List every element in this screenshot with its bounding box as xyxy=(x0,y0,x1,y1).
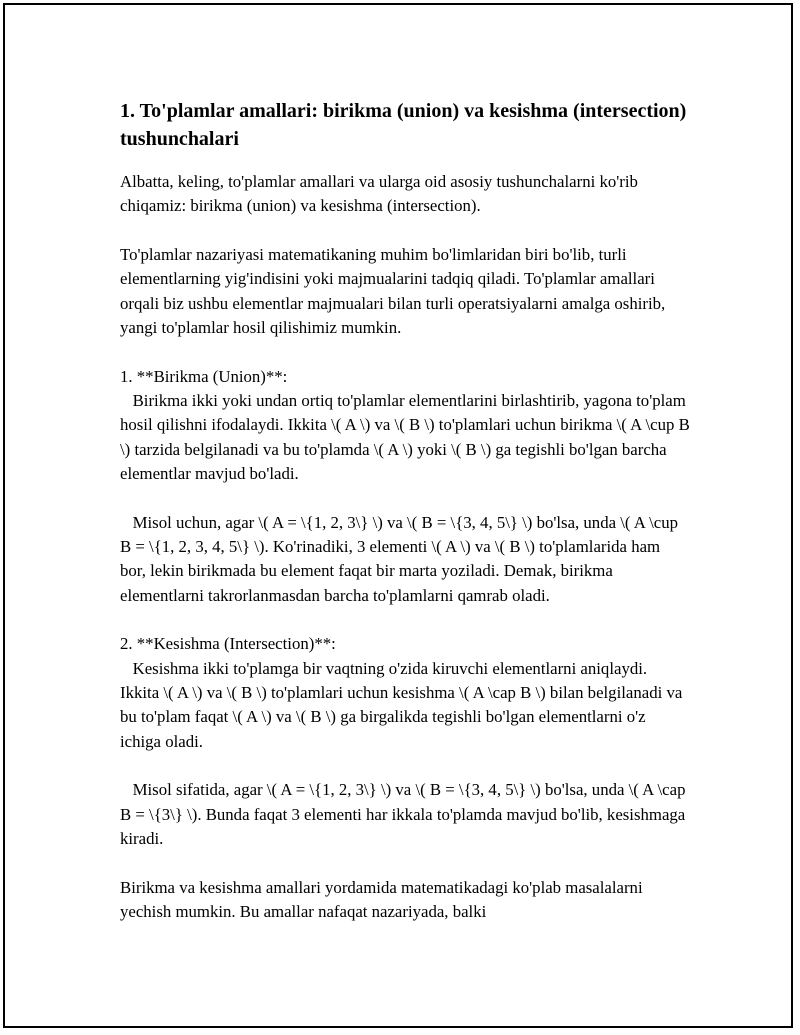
document-page xyxy=(3,3,793,1028)
document-title: 1. To'plamlar amallari: birikma (union) va kesishma (intersection) tushunchalari xyxy=(120,100,687,150)
intersection-definition-paragraph: 2. **Kesishma (Intersection)**: Kesishma ikki to'plamga bir vaqtning o'zida kiruvchi elementlarni aniqlaydi. Ikkita \( A \) va \( B \) to'plamlari uchun kesishma \( A \cap B \) bilan belgilanadi va bu to'plam faqat \( A \) va \( B \) ga birgalikda tegishli bo'lgan elementlarni o'z ichiga oladi. xyxy=(120,634,683,751)
union-example-paragraph: Misol uchun, agar \( A = \{1, 2, 3\} \) va \( B = \{3, 4, 5\} \) bo'lsa, unda \( A \cup B = \{1, 2, 3, 4, 5\} \). Ko'rinadiki, 3 elementi \( A \) va \( B \) to'plamlarida ham bor, lekin birikmada bu element faqat bir marta yoziladi. Demak, birikma elementlarni takrorlanmasdan barcha to'plamlarni qamrab oladi. xyxy=(120,512,683,605)
intro-paragraph: Albatta, keling, to'plamlar amallari va ularga oid asosiy tushunchalarni ko'rib chiqamiz: birikma (union) va kesishma (intersection). xyxy=(120,172,643,216)
document-body xyxy=(120,97,690,924)
set-theory-paragraph: To'plamlar nazariyasi matematikaning muhim bo'limlaridan biri bo'lib, turli elementlarning yig'indisini yoki majmualarini tadqiq qiladi. To'plamlar amallari orqali biz ushbu elementlar majmualari bilan turli operatsiyalarni amalga oshirib, yangi to'plamlar hosil qilishimiz mumkin. xyxy=(120,245,670,337)
union-definition-paragraph: 1. **Birikma (Union)**: Birikma ikki yoki undan ortiq to'plamlar elementlarini birlashtirib, yagona to'plam hosil qilishni ifodalaydi. Ikkita \( A \) va \( B \) to'plamlari uchun birikma \( A \cup B \) tarzida belgilanadi va bu to'plamda \( A \) yoki \( B \) ga tegishli bo'lgan barcha elementlar mavjud bo'ladi. xyxy=(120,366,690,483)
intersection-example-paragraph: Misol sifatida, agar \( A = \{1, 2, 3\} \) va \( B = \{3, 4, 5\} \) bo'lsa, unda \( A \cap B = \{3\} \). Bunda faqat 3 elementi har ikkala to'plamda mavjud bo'lib, kesishmaga kiradi. xyxy=(120,780,690,849)
closing-paragraph: Birikma va kesishma amallari yordamida matematikadagi ko'plab masalalarni yechish mumkin. Bu amallar nafaqat nazariyada, balki xyxy=(120,877,647,922)
